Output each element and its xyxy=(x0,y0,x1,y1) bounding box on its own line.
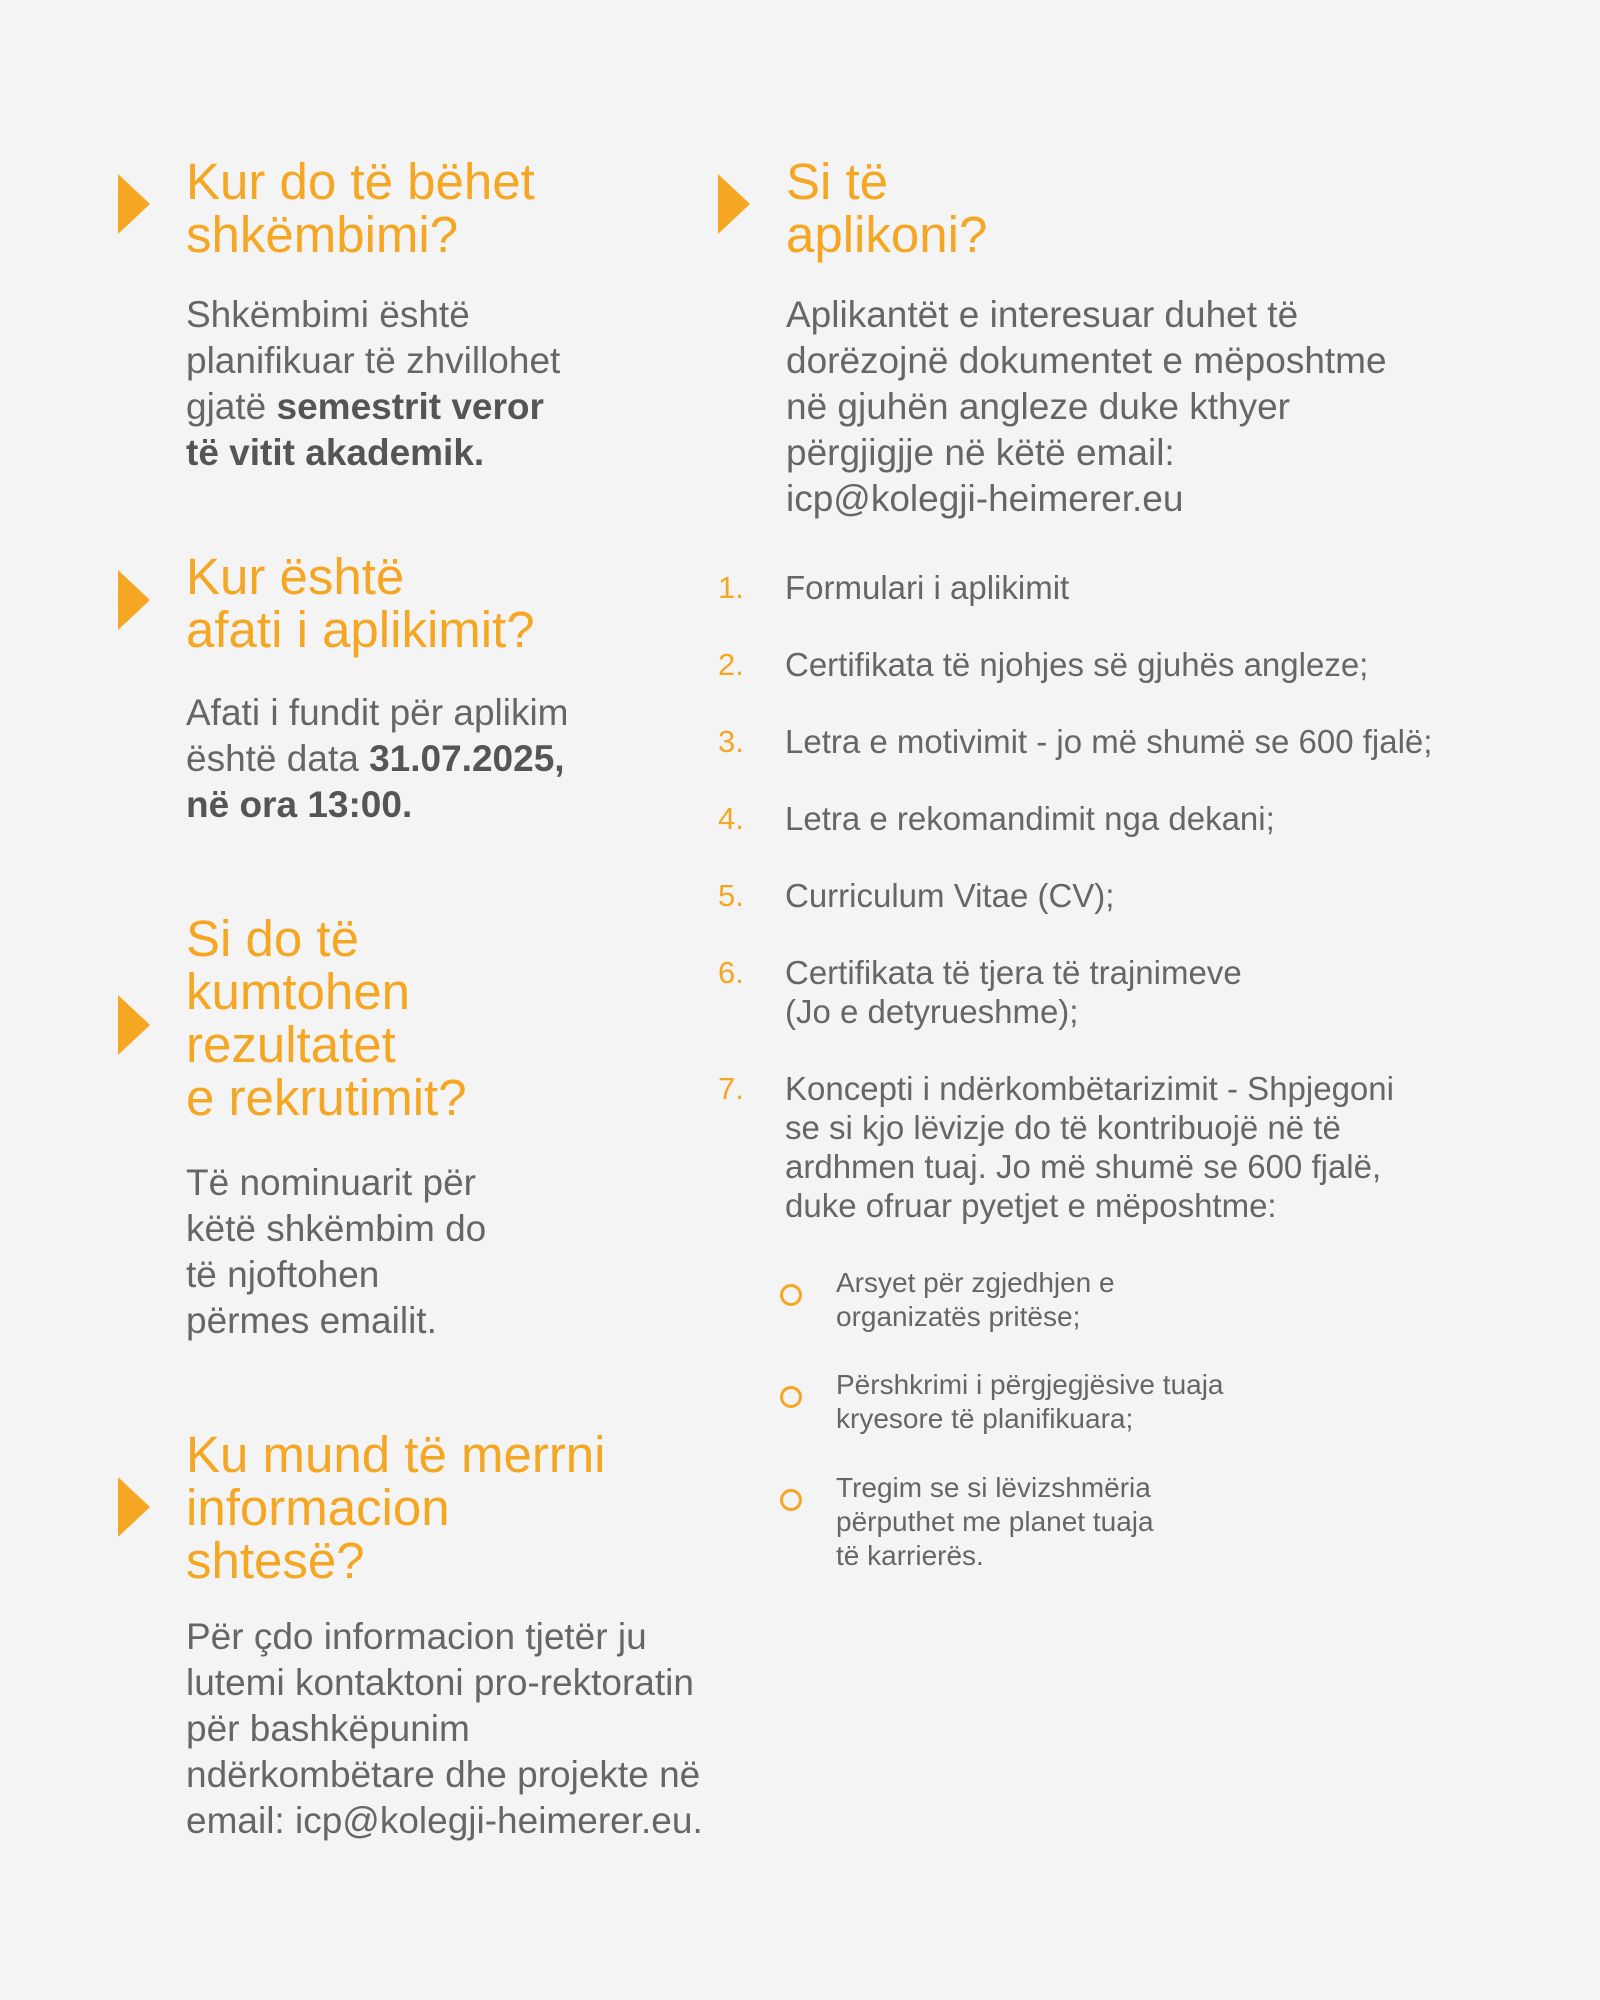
sub-list-text: Tregim se si lëvizshmëria përputhet me planet tuaja të karrierës. xyxy=(836,1472,1154,1571)
section-arrow-icon xyxy=(118,1477,150,1537)
sub-list-text: Përshkrimi i përgjegjësive tuaja kryesore të planifikuara; xyxy=(836,1369,1224,1434)
list-text: Letra e rekomandimit nga dekani; xyxy=(785,800,1275,837)
exchange-semester: semestrit veror të vitit akademik. xyxy=(186,386,544,473)
results-text: Të nominuarit për këtë shkëmbim do të njoftohen përmes emailit. xyxy=(186,1162,487,1341)
circle-bullet-icon xyxy=(780,1489,802,1511)
list-text: Koncepti i ndërkombëtarizimit - Shpjegoni se si kjo lëvizje do të kontribuojë në të ardhmen tuaj. Jo më shumë se 600 fjalë, duke ofruar pyetjet e mëposhtme: xyxy=(785,1070,1394,1224)
heading-deadline: Kur është afati i aplikimit? xyxy=(186,548,535,658)
list-text: Letra e motivimit - jo më shumë se 600 fjalë; xyxy=(785,723,1433,760)
section-arrow-icon xyxy=(718,174,750,234)
section-arrow-icon xyxy=(118,174,150,234)
heading-more-info: Ku mund të merrni informacion shtesë? xyxy=(186,1426,606,1589)
list-text: Certifikata të njohjes së gjuhës angleze; xyxy=(785,646,1369,683)
list-number: 2. xyxy=(718,647,744,682)
heading-exchange-time: Kur do të bëhet shkëmbimi? xyxy=(186,153,535,263)
section-arrow-icon xyxy=(118,995,150,1055)
list-text: Certifikata të tjera të trajnimeve (Jo e detyrueshme); xyxy=(785,954,1242,1030)
deadline-date: 31.07.2025, në ora 13:00. xyxy=(186,738,565,825)
list-number: 4. xyxy=(718,801,744,836)
heading-results: Si do të kumtohen rezultatet e rekrutimit? xyxy=(186,910,467,1126)
list-number: 7. xyxy=(718,1071,744,1106)
list-number: 3. xyxy=(718,724,744,759)
circle-bullet-icon xyxy=(780,1284,802,1306)
more-info-text: Për çdo informacion tjetër ju lutemi kontaktoni pro-rektoratin për bashkëpunim ndërkombëtare dhe projekte në email: icp@kolegji-heimerer.eu. xyxy=(186,1616,703,1841)
apply-intro: Aplikantët e interesuar duhet të dorëzojnë dokumentet e mëposhtme në gjuhën angleze duke kthyer përgjigjje në këtë email: icp@kolegji-heimerer.eu xyxy=(786,294,1387,519)
exchange-time-text: Shkëmbimi është planifikuar të zhvillohet gjatë semestrit veror të vitit akademik. xyxy=(186,294,561,473)
list-number: 6. xyxy=(718,955,744,990)
heading-how-to-apply: Si të aplikoni? xyxy=(786,153,988,263)
deadline-text: Afati i fundit për aplikim është data 31.07.2025, në ora 13:00. xyxy=(186,692,569,825)
section-arrow-icon xyxy=(118,570,150,630)
list-number: 5. xyxy=(718,878,744,913)
circle-bullet-icon xyxy=(780,1386,802,1408)
list-number: 1. xyxy=(718,570,744,605)
list-text: Formulari i aplikimit xyxy=(785,569,1070,606)
list-text: Curriculum Vitae (CV); xyxy=(785,877,1115,914)
sub-list-text: Arsyet për zgjedhjen e organizatës pritëse; xyxy=(836,1267,1115,1332)
